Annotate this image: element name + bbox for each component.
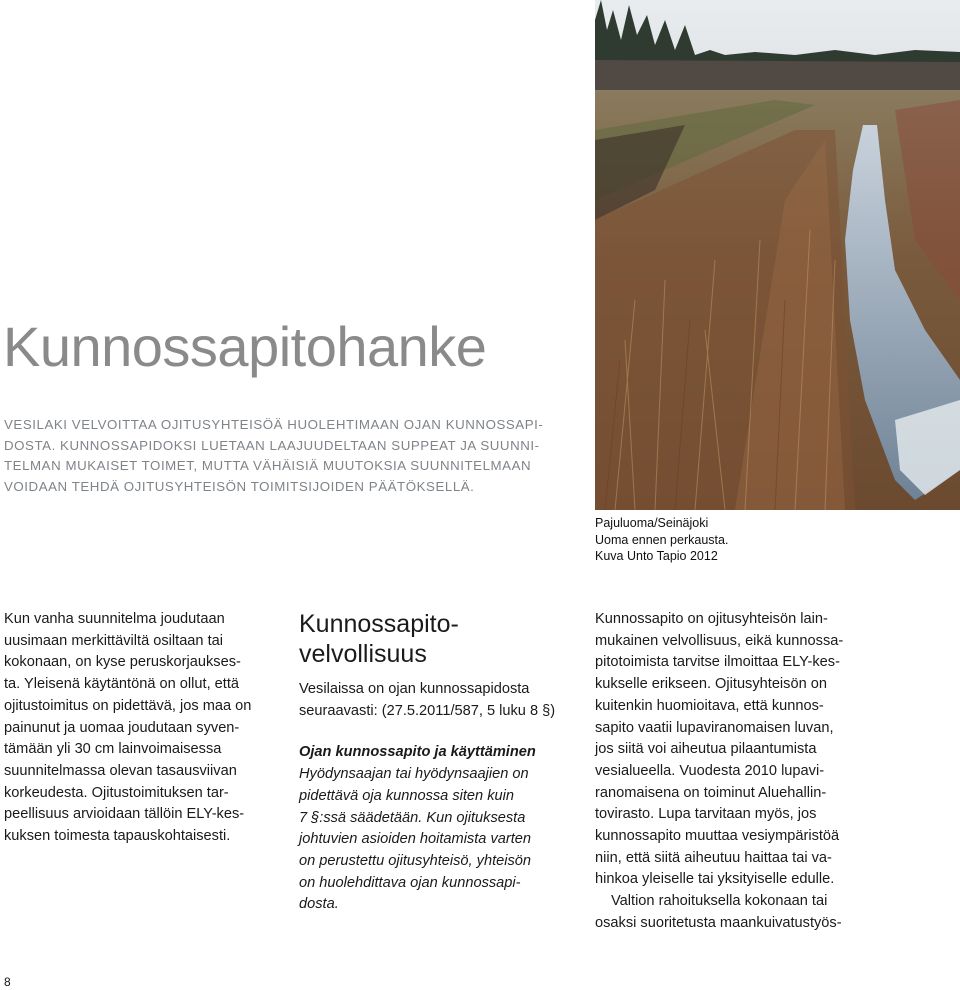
body-line: tämään yli 30 cm lainvoimaisessa <box>4 741 222 758</box>
body-column-3 <box>595 609 960 935</box>
section-heading-line: Kunnossapito- <box>299 610 459 638</box>
lead-paragraph <box>4 415 584 497</box>
photo-caption <box>595 515 955 565</box>
body-line: seuraavasti: (27.5.2011/587, 5 luku 8 §) <box>299 702 556 719</box>
body-line: Valtion rahoituksella kokonaan tai <box>611 893 828 910</box>
lead-line: DOSTA. KUNNOSSAPIDOKSI LUETAAN LAAJUUDELTAAN SUPPEAT JA SUUNNI- <box>4 437 540 453</box>
quote-line: 7 §:ssä säädetään. Kun ojituksesta <box>299 809 526 826</box>
caption-credit: Kuva Unto Tapio 2012 <box>595 549 718 563</box>
body-line: painunut ja uomaa joudutaan syven- <box>4 719 240 736</box>
body-line: tovirasto. Lupa tarvitaan myös, jos <box>595 806 817 823</box>
body-line: niin, että siitä aiheutuu haittaa tai va- <box>595 849 832 866</box>
body-line: vesialueella. Vuodesta 2010 lupavi- <box>595 762 825 779</box>
body-line: uusimaan merkittäviltä osiltaan tai <box>4 632 224 649</box>
body-column-2 <box>299 609 579 916</box>
body-line: ojitustoimitus on pidettävä, jos maa on <box>4 697 252 714</box>
body-line: kokonaan, on kyse peruskorjaukses- <box>4 654 241 671</box>
page-number: 8 <box>4 975 11 989</box>
law-quote <box>299 764 579 916</box>
body-line: korkeudesta. Ojitustoimituksen tar- <box>4 784 229 801</box>
caption-description: Uoma ennen perkausta. <box>595 532 729 547</box>
body-line: pitotoimista tarvitse ilmoittaa ELY-kes- <box>595 654 840 671</box>
lead-line: VESILAKI VELVOITTAA OJITUSYHTEISÖÄ HUOLEHTIMAAN OJAN KUNNOSSAPI- <box>4 417 544 432</box>
body-line: sapito vaatii lupaviranomaisen luvan, <box>595 719 834 736</box>
quote-line: on huolehdittava ojan kunnossapi- <box>299 874 521 891</box>
body-line: kunnossapito muuttaa vesiympäristöä <box>595 828 840 845</box>
body-line: suunnitelmassa olevan tasausviivan <box>4 762 237 779</box>
quote-line: dosta. <box>299 896 339 913</box>
body-column-1 <box>4 609 284 848</box>
body-line: kuksen toimesta tapauskohtaisesti. <box>4 828 231 845</box>
photo-illustration <box>595 0 960 510</box>
quote-line: Hyödynsaajan tai hyödynsaajien on <box>299 766 529 783</box>
quote-line: pidettävä oja kunnossa siten kuin <box>299 787 514 804</box>
body-line: ranomaisena on toiminut Aluehallin- <box>595 784 827 801</box>
ditch-photo <box>595 0 960 510</box>
body-line: ta. Yleisenä käytäntönä on ollut, että <box>4 676 240 693</box>
body-line: kukselle erikseen. Ojitusyhteisön on <box>595 676 827 693</box>
body-line: peellisuus arvioidaan tällöin ELY-kes- <box>4 806 245 823</box>
body-line: hinkoa yleiselle tai yksityiselle edulle. <box>595 871 835 888</box>
lead-line: VOIDAAN TEHDÄ OJITUSYHTEISÖN TOIMITSIJOIDEN PÄÄTÖKSELLÄ. <box>4 478 475 494</box>
section-heading-line: velvollisuus <box>299 640 427 668</box>
body-line: jos siitä voi aiheutua pilaantumista <box>595 741 817 758</box>
law-quote-title: Ojan kunnossapito ja käyttäminen <box>299 744 536 761</box>
body-line: osaksi suoritetusta maankuivatustyös- <box>595 914 842 931</box>
section-heading <box>299 609 579 669</box>
body-line: Vesilaissa on ojan kunnossapidosta <box>299 681 530 697</box>
lead-line: TELMAN MUKAISET TOIMET, MUTTA VÄHÄISIÄ MUUTOKSIA SUUNNITELMAAN <box>4 458 532 473</box>
law-intro <box>299 679 579 722</box>
quote-line: on perustettu ojitusyhteisö, yhteisön <box>299 852 532 869</box>
body-line: kuitenkin huomioitava, että kunnos- <box>595 697 824 714</box>
body-line: mukainen velvollisuus, eikä kunnossa- <box>595 632 844 649</box>
page-title: Kunnossapitohanke <box>3 315 487 378</box>
body-line: Kunnossapito on ojitusyhteisön lain- <box>595 611 828 627</box>
caption-location: Pajuluoma/Seinäjoki <box>595 516 709 530</box>
body-line: Kun vanha suunnitelma joudutaan <box>4 611 225 627</box>
quote-line: johtuvien asioiden hoitamista varten <box>299 831 532 848</box>
